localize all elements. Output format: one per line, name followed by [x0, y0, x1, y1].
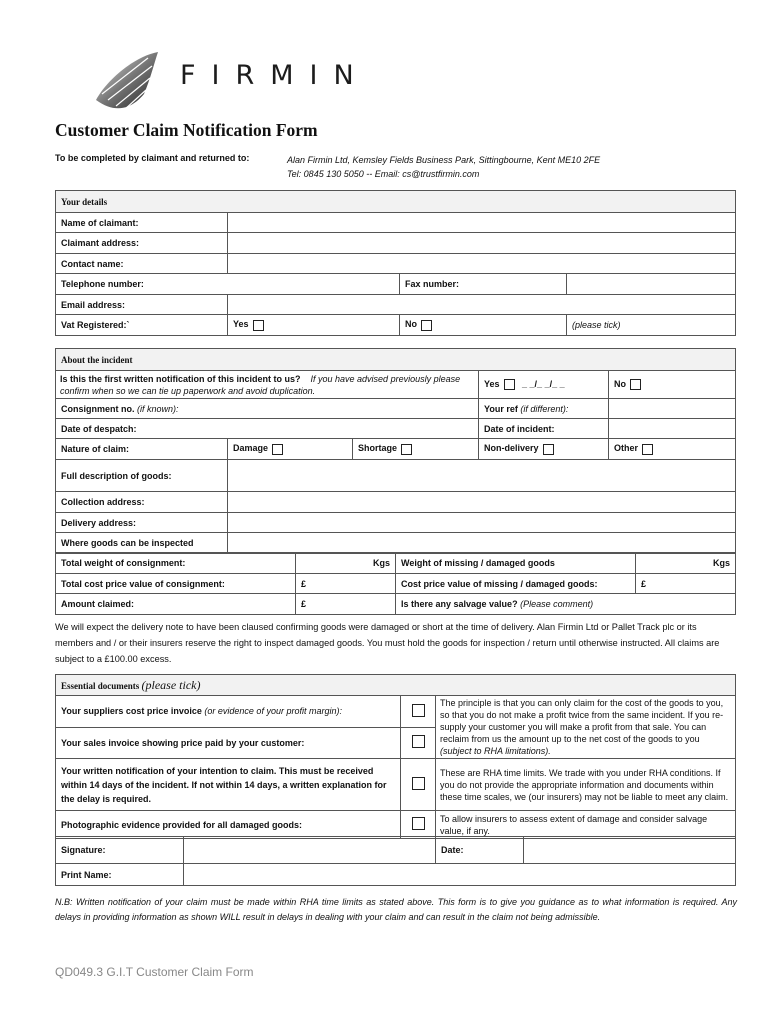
other-label: Other: [614, 443, 639, 454]
doc-row-4-tick: [401, 811, 436, 839]
non-delivery-option: [479, 439, 609, 460]
fax-label: Fax number:: [400, 274, 567, 295]
weights-table: [55, 552, 736, 615]
advised-date-field[interactable]: _ _/_ _/_ _: [522, 378, 565, 389]
your-ref-field[interactable]: [609, 399, 736, 419]
damage-checkbox[interactable]: [272, 444, 283, 455]
salvage-label: [396, 594, 736, 615]
first-notification-label: Is this the first written notification of this incident to us?: [60, 373, 301, 384]
vat-no-checkbox[interactable]: [421, 320, 432, 331]
your-details-heading: Your details: [56, 191, 736, 213]
first-notification-cell: [56, 371, 479, 399]
print-name-label: Print Name:: [56, 864, 184, 886]
nature-label: Nature of claim:: [56, 439, 228, 460]
total-weight-label: Total weight of consignment:: [56, 553, 296, 574]
first-yes: [479, 371, 609, 399]
advised-note: If you have advised previously please confirm when so we can tie up paperwork and avoid duplication.: [60, 373, 461, 396]
date-label: Date:: [436, 837, 524, 864]
doc-row-3-tick: [401, 759, 436, 811]
documents-table: [55, 674, 736, 839]
if-known-note: (if known):: [137, 403, 179, 414]
delivery-label: Delivery address:: [56, 513, 228, 533]
weight-missing-unit: Kgs: [712, 558, 730, 568]
name-label: Name of claimant:: [56, 213, 228, 233]
doc-row-3-label: Your written notification of your intention to claim. This must be received within 14 days of the incident. If not within 14 days, a written explanation for the delay is required.: [56, 759, 401, 811]
address-line-1: Alan Firmin Ltd, Kemsley Fields Business Park, Sittingbourne, Kent ME10 2FE: [287, 155, 601, 165]
please-comment-note: (Please comment): [520, 599, 594, 609]
date-field[interactable]: [524, 837, 736, 864]
other-option: [609, 439, 736, 460]
delivery-field[interactable]: [228, 513, 736, 533]
full-desc-field[interactable]: [228, 460, 736, 492]
contact-field[interactable]: [228, 254, 736, 274]
contact-label: Contact name:: [56, 254, 228, 274]
doc-row-1-text: Your suppliers cost price invoice: [61, 706, 202, 717]
collection-label: Collection address:: [56, 492, 228, 513]
shortage-label: Shortage: [358, 443, 398, 454]
weight-missing-label: Weight of missing / damaged goods: [396, 553, 636, 574]
shortage-checkbox[interactable]: [401, 444, 412, 455]
doc-row-2-label: Your sales invoice showing price paid by your customer:: [56, 727, 401, 759]
doc-row-1-checkbox[interactable]: [412, 704, 425, 717]
your-ref-label: [479, 399, 609, 419]
damage-option: [228, 439, 353, 460]
doc-row-2-checkbox[interactable]: [412, 735, 425, 748]
salvage-text: Is there any salvage value?: [401, 599, 518, 609]
if-different-note: (if different):: [520, 403, 569, 414]
doc-row-1-label: [56, 696, 401, 728]
to-be-completed-label: To be completed by claimant and returned to:: [55, 153, 250, 163]
doc-row-3-checkbox[interactable]: [412, 777, 425, 790]
despatch-label: Date of despatch:: [56, 419, 479, 439]
incident-date-field[interactable]: [609, 419, 736, 439]
full-desc-label: Full description of goods:: [56, 460, 228, 492]
inspected-label: Where goods can be inspected: [56, 533, 228, 554]
address-line-2: Tel: 0845 130 5050 -- Email: cs@trustfirmin.com: [287, 169, 480, 179]
other-checkbox[interactable]: [642, 444, 653, 455]
signature-table: [55, 836, 736, 886]
please-tick-note: (please tick): [567, 315, 736, 336]
print-name-field[interactable]: [184, 864, 736, 886]
email-label: Email address:: [56, 295, 228, 315]
doc-row-4-checkbox[interactable]: [412, 817, 425, 830]
doc-row-2-tick: [401, 727, 436, 759]
cost-missing-field[interactable]: [636, 574, 736, 594]
principle-note: [436, 696, 736, 759]
amount-label: Amount claimed:: [56, 594, 296, 615]
cost-missing-currency: £: [641, 578, 647, 589]
fax-field[interactable]: [567, 274, 736, 295]
vat-yes: [228, 315, 400, 336]
amount-currency: £: [301, 599, 307, 609]
first-yes-label: Yes: [484, 378, 500, 389]
inspected-field[interactable]: [228, 533, 736, 554]
consignment-text: Consignment no.: [61, 403, 135, 414]
consignment-label: [56, 399, 479, 419]
incident-table: [55, 348, 736, 554]
salvage-note: To allow insurers to assess extent of damage and consider salvage value, if any.: [436, 811, 736, 839]
footer-form-code: QD049.3 G.I.T Customer Claim Form: [55, 965, 254, 979]
rha-limitations-note: (subject to RHA limitations).: [440, 746, 551, 756]
address-field[interactable]: [228, 233, 736, 254]
delivery-note-paragraph: We will expect the delivery note to have been claused confirming goods were damaged or short at the time of delivery. Alan Firmin Ltd or Pallet Track plc or its members and / or their insurers reserve the right to inspect damaged goods. You must hold the goods for inspection / return until otherwise instructed. All claims are subject to a £100.00 excess.: [55, 622, 720, 664]
page-title: Customer Claim Notification Form: [55, 120, 318, 140]
incident-heading: About the incident: [56, 349, 736, 371]
return-address: [287, 153, 600, 181]
collection-field[interactable]: [228, 492, 736, 513]
telephone-label: Telephone number:: [56, 274, 400, 295]
total-weight-unit: Kgs: [372, 558, 390, 568]
weight-missing-field[interactable]: [636, 553, 736, 574]
amount-field[interactable]: [296, 594, 396, 615]
cost-missing-label: Cost price value of missing / damaged goods:: [396, 574, 636, 594]
vat-yes-label: Yes: [233, 319, 249, 330]
rha-note: These are RHA time limits. We trade with you under RHA conditions. If you do not provide the appropriate information and documents within these time scales, we (our insurers) may not be liable to meet any claim.: [436, 759, 736, 811]
non-delivery-label: Non-delivery: [484, 443, 539, 454]
your-details-table: [55, 190, 736, 336]
signature-label: Signature:: [56, 837, 184, 864]
non-delivery-checkbox[interactable]: [543, 444, 554, 455]
email-field[interactable]: [228, 295, 736, 315]
documents-please-tick: (please tick): [141, 677, 201, 692]
first-no-label: No: [614, 378, 626, 389]
total-cost-currency: £: [301, 578, 307, 589]
your-ref-text: Your ref: [484, 403, 518, 414]
shortage-option: [353, 439, 479, 460]
vat-label: Vat Registered:`: [56, 315, 228, 336]
incident-date-label: Date of incident:: [479, 419, 609, 439]
doc-row-1-note: (or evidence of your profit margin):: [204, 706, 342, 717]
logo-wordmark: FIRMIN: [180, 60, 370, 91]
damage-label: Damage: [233, 443, 269, 454]
first-no: [609, 371, 736, 399]
first-yes-checkbox[interactable]: [504, 379, 515, 390]
vat-no-label: No: [405, 319, 417, 330]
vat-yes-checkbox[interactable]: [253, 320, 264, 331]
doc-row-4-label: Photographic evidence provided for all damaged goods:: [56, 811, 401, 839]
address-label: Claimant address:: [56, 233, 228, 254]
nb-paragraph: N.B: Written notification of your claim must be made within RHA time limits as stated above. This form is to give you guidance as to what information is required. Any delays in providing information as shown WILL result in delays in dealing with your claim and can result in the claim not being admissible.: [55, 897, 737, 922]
total-cost-field[interactable]: [296, 574, 396, 594]
doc-row-1-tick: [401, 696, 436, 728]
total-weight-field[interactable]: [296, 553, 396, 574]
documents-heading-text: Essential documents: [61, 680, 140, 691]
name-field[interactable]: [228, 213, 736, 233]
total-cost-label: Total cost price value of consignment:: [56, 574, 296, 594]
signature-field[interactable]: [184, 837, 436, 864]
principle-note-text: The principle is that you can only claim for the cost of the goods to you, so that you do not make a profit twice from the same incident. If you re-supply your customer you will make a profit from that sale. You can reclaim from us the amount up to the net cost of the goods to you: [440, 698, 724, 744]
first-no-checkbox[interactable]: [630, 379, 641, 390]
vat-no: [400, 315, 567, 336]
documents-heading: [56, 675, 736, 696]
